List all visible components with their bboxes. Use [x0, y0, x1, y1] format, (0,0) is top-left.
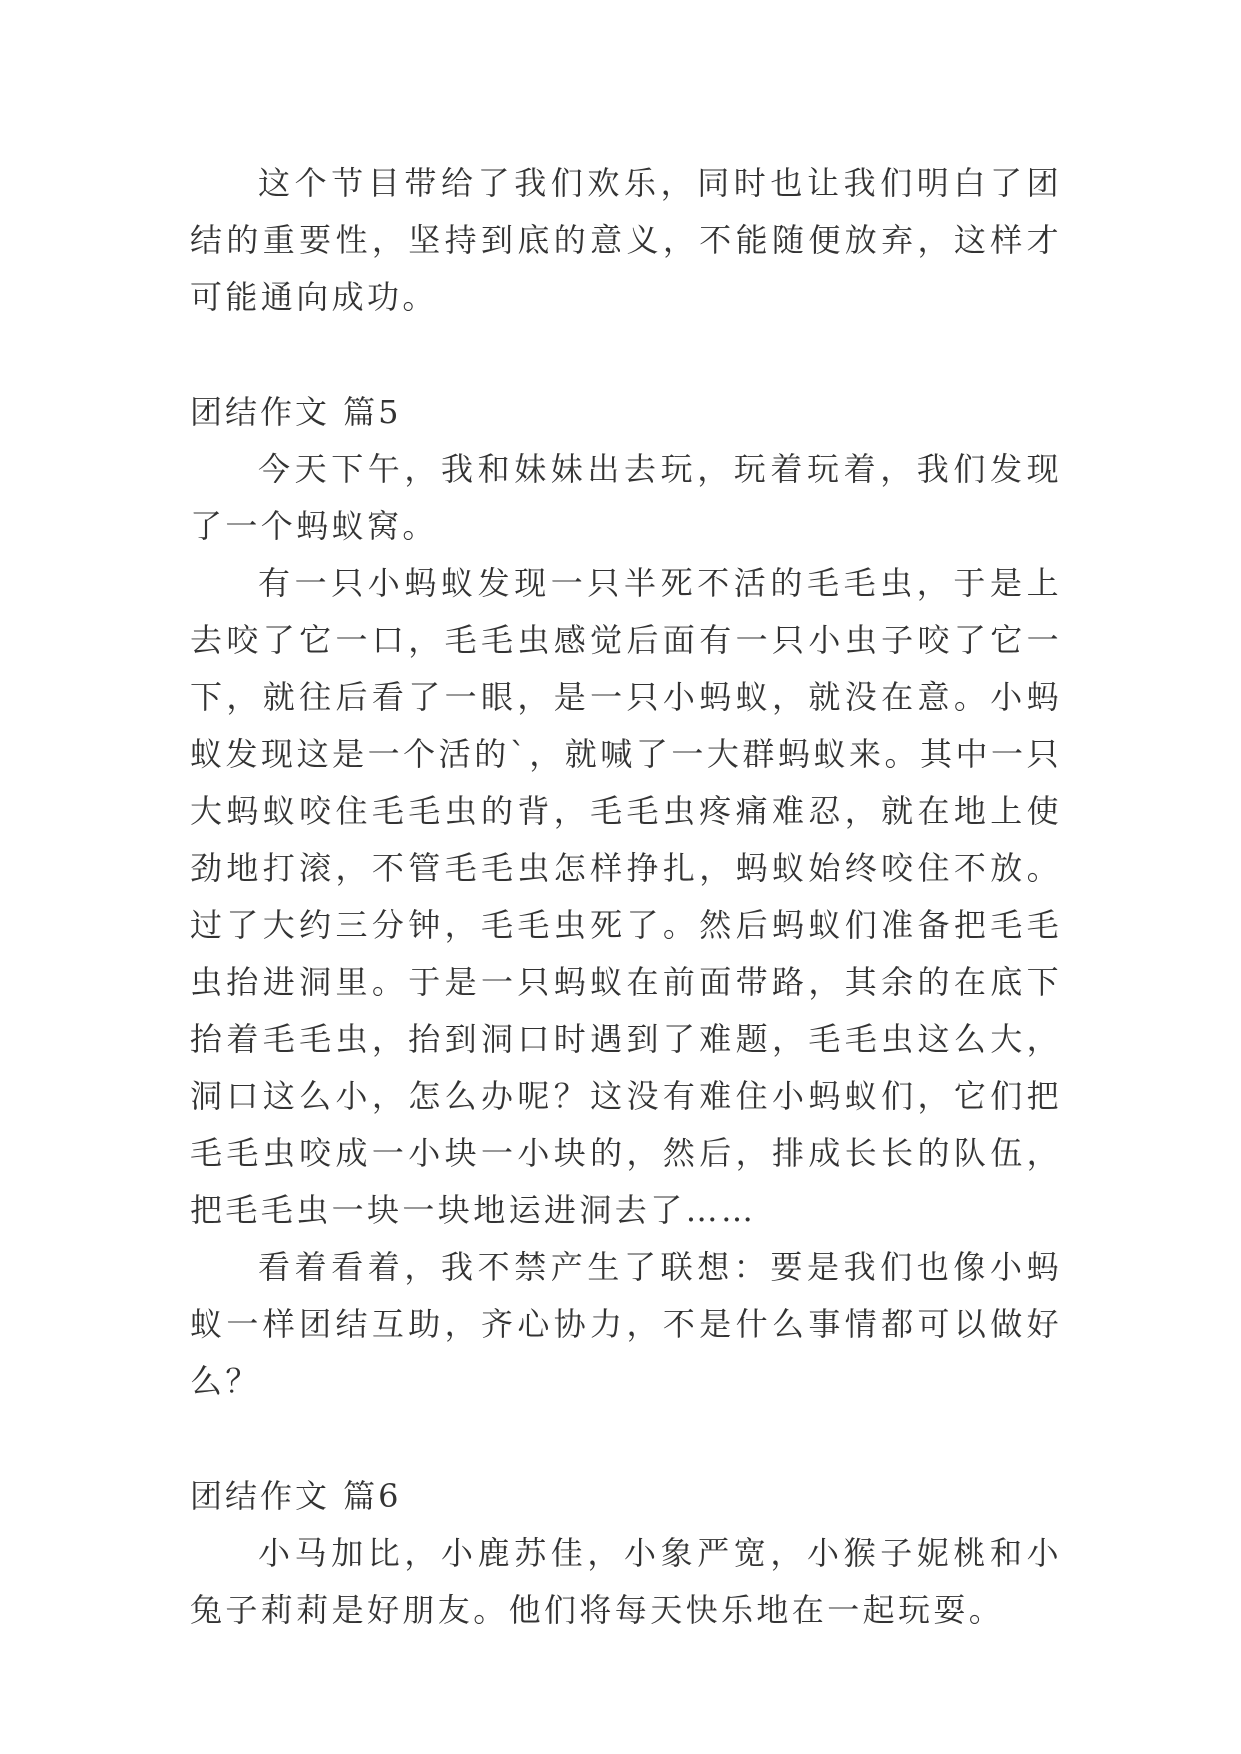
section-heading: 团结作文 篇6: [190, 1477, 402, 1515]
section-heading: 团结作文 篇5: [190, 393, 402, 431]
section-spacer: [190, 326, 1062, 384]
section-spacer: [190, 1410, 1062, 1468]
section-5: [190, 384, 1062, 1410]
intro-paragraph: 这个节目带给了我们欢乐，同时也让我们明白了团结的重要性，坚持到底的意义，不能随便放弃，这样才可能通向成功。: [190, 164, 1062, 316]
body-paragraph: 小马加比，小鹿苏佳，小象严宽，小猴子妮桃和小兔子莉莉是好朋友。他们将每天快乐地在一起玩耍。: [190, 1534, 1062, 1629]
section-6: [190, 1468, 1062, 1639]
body-paragraph: 看着看着，我不禁产生了联想：要是我们也像小蚂蚁一样团结互助，齐心协力，不是什么事情都可以做好么？: [190, 1248, 1062, 1400]
body-paragraph: 今天下午，我和妹妹出去玩，玩着玩着，我们发现了一个蚂蚁窝。: [190, 450, 1062, 545]
document-body: [190, 155, 1062, 1639]
body-paragraph: 有一只小蚂蚁发现一只半死不活的毛毛虫，于是上去咬了它一口，毛毛虫感觉后面有一只小虫子咬了它一下，就往后看了一眼，是一只小蚂蚁，就没在意。小蚂蚁发现这是一个活的`，就喊了一大群蚂蚁来。其中一只大蚂蚁咬住毛毛虫的背，毛毛虫疼痛难忍，就在地上使劲地打滚，不管毛毛虫怎样挣扎，蚂蚁始终咬住不放。过了大约三分钟，毛毛虫死了。然后蚂蚁们准备把毛毛虫抬进洞里。于是一只蚂蚁在前面带路，其余的在底下抬着毛毛虫，抬到洞口时遇到了难题，毛毛虫这么大，洞口这么小，怎么办呢？这没有难住小蚂蚁们，它们把毛毛虫咬成一小块一小块的，然后，排成长长的队伍，把毛毛虫一块一块地运进洞去了……: [190, 564, 1062, 1229]
